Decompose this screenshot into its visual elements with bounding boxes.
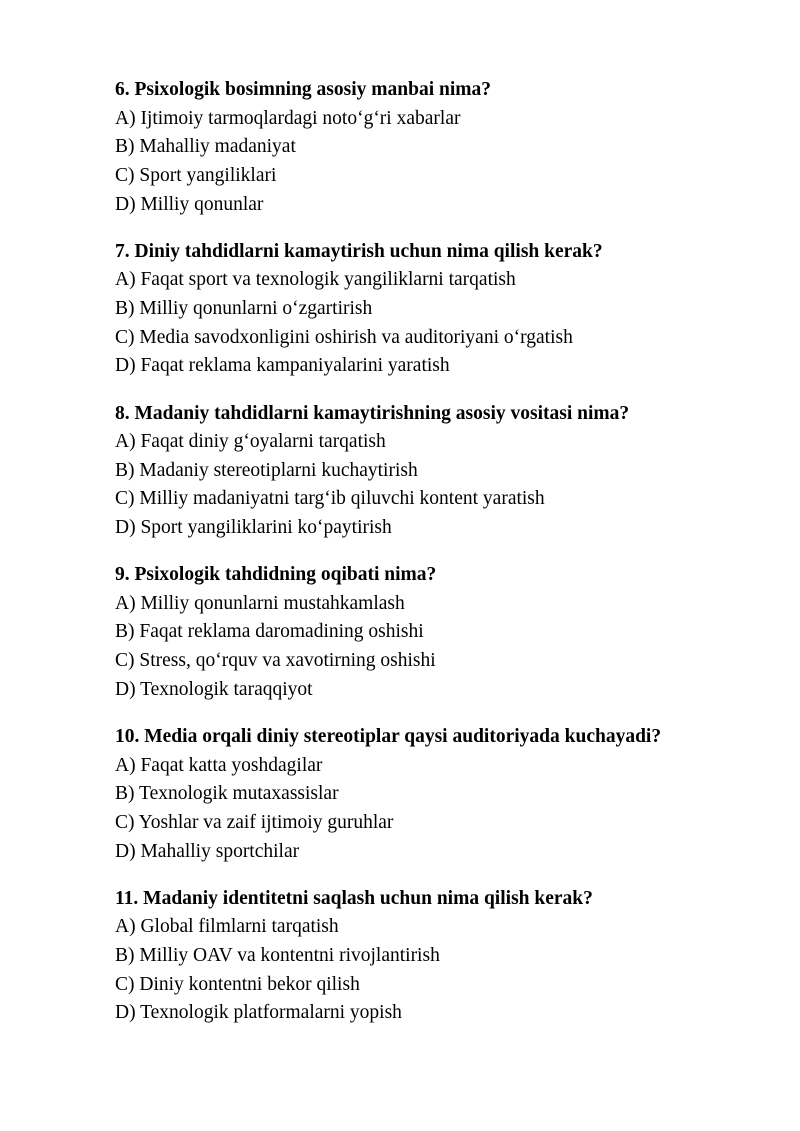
option-c: C) Yoshlar va zaif ijtimoiy guruhlar — [115, 811, 394, 833]
option-b: B) Madaniy stereotiplarni kuchaytirish — [115, 459, 418, 481]
question-title: 11. Madaniy identitetni saqlash uchun nima qilish kerak? — [115, 887, 593, 909]
question-10 — [115, 723, 775, 866]
option-d: D) Milliy qonunlar — [115, 193, 264, 215]
option-b: B) Texnologik mutaxassislar — [115, 783, 339, 805]
question-title: 9. Psixologik tahdidning oqibati nima? — [115, 564, 437, 586]
option-b: B) Milliy qonunlarni o‘zgartirish — [115, 297, 373, 319]
question-9 — [115, 561, 775, 704]
option-b: B) Faqat reklama daromadining oshishi — [115, 621, 424, 643]
option-c: C) Media savodxonligini oshirish va auditoriyani o‘rgatish — [115, 326, 573, 348]
question-6 — [115, 76, 775, 219]
question-title: 8. Madaniy tahdidlarni kamaytirishning asosiy vositasi nima? — [115, 402, 630, 424]
option-c: C) Diniy kontentni bekor qilish — [115, 973, 360, 995]
option-c: C) Stress, qo‘rquv va xavotirning oshishi — [115, 650, 436, 672]
question-title: 7. Diniy tahdidlarni kamaytirish uchun nima qilish kerak? — [115, 240, 603, 262]
option-a: A) Faqat diniy g‘oyalarni tarqatish — [115, 431, 386, 452]
option-b: B) Mahalliy madaniyat — [115, 136, 296, 158]
option-c: C) Sport yangiliklari — [115, 164, 277, 186]
question-8 — [115, 400, 775, 543]
option-a: A) Milliy qonunlarni mustahkamlash — [115, 592, 405, 614]
option-d: D) Texnologik platformalarni yopish — [115, 1002, 402, 1024]
option-a: A) Global filmlarni tarqatish — [115, 916, 339, 938]
question-11 — [115, 885, 775, 1028]
option-b: B) Milliy OAV va kontentni rivojlantirish — [115, 944, 440, 966]
question-title: 6. Psixologik bosimning asosiy manbai nima? — [115, 79, 492, 100]
option-a: A) Faqat sport va texnologik yangiliklarni tarqatish — [115, 269, 516, 291]
option-d: D) Sport yangiliklarini ko‘paytirish — [115, 517, 392, 539]
option-d: D) Texnologik taraqqiyot — [115, 678, 313, 700]
question-title: 10. Media orqali diniy stereotiplar qaysi auditoriyada kuchayadi? — [115, 726, 662, 747]
document-page — [115, 76, 775, 1047]
option-a: A) Ijtimoiy tarmoqlardagi noto‘g‘ri xabarlar — [115, 107, 461, 129]
option-c: C) Milliy madaniyatni targ‘ib qiluvchi kontent yaratish — [115, 488, 545, 510]
option-a: A) Faqat katta yoshdagilar — [115, 754, 323, 776]
option-d: D) Mahalliy sportchilar — [115, 840, 300, 862]
question-7 — [115, 238, 775, 381]
option-d: D) Faqat reklama kampaniyalarini yaratish — [115, 355, 450, 377]
